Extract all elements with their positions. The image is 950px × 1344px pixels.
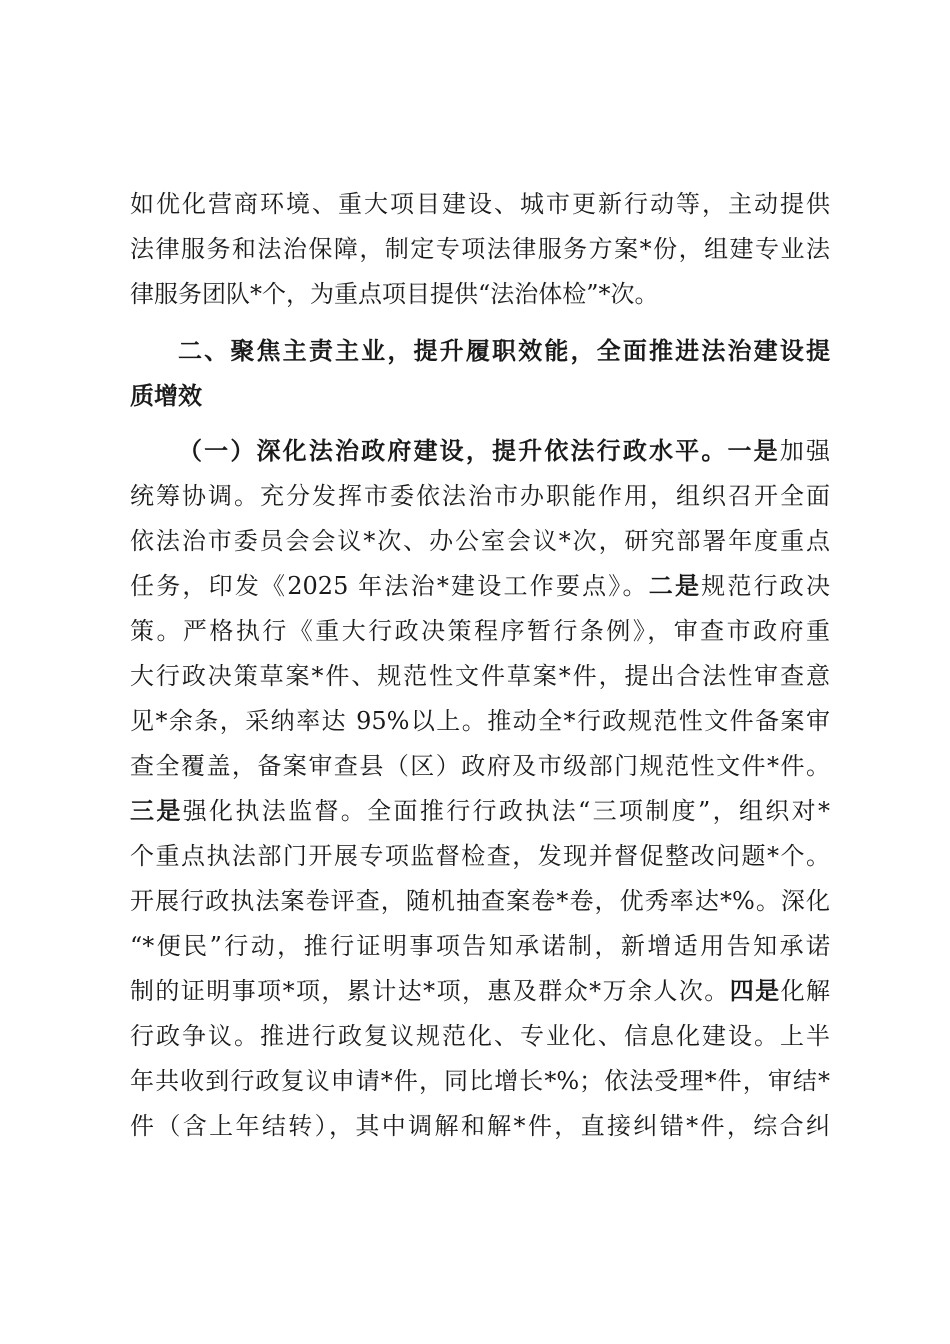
point-marker: 一是 bbox=[727, 436, 780, 465]
paragraph-line: 统筹协调。充分发挥市委依法治市办职能作用，组织召开全面 bbox=[130, 482, 830, 510]
paragraph-line bbox=[130, 566, 830, 606]
subsection-heading: （一）深化法治政府建设，提升依法行政水平。 bbox=[178, 436, 728, 465]
paragraph-line: 策。严格执行《重大行政决策程序暂行条例》，审查市政府重 bbox=[130, 617, 830, 645]
paragraph-line: “*便民”行动，推行证明事项告知承诺制，新增适用告知承诺 bbox=[130, 932, 830, 960]
paragraph-line: 年共收到行政复议申请*件，同比增长*%；依法受理*件，审结* bbox=[130, 1067, 830, 1095]
paragraph-line bbox=[130, 431, 830, 471]
paragraph-line: 大行政决策草案*件、规范性文件草案*件，提出合法性审查意 bbox=[130, 662, 830, 690]
paragraph-line: 个重点执法部门开展专项监督检查，发现并督促整改问题*个。 bbox=[130, 842, 830, 870]
paragraph-line: 开展行政执法案卷评查，随机抽查案卷*卷，优秀率达*%。深化 bbox=[130, 887, 830, 915]
paragraph-line: 法律服务和法治保障，制定专项法律服务方案*份，组建专业法 bbox=[130, 235, 830, 263]
paragraph-line bbox=[130, 791, 830, 831]
paragraph-line: 律服务团队*个，为重点项目提供“法治体检”*次。 bbox=[130, 280, 659, 308]
section-heading: 质增效 bbox=[130, 381, 202, 410]
point-marker: 三是 bbox=[130, 796, 183, 825]
text-run: 强化执法监督。全面推行行政执法“三项制度”，组织对* bbox=[182, 797, 830, 825]
paragraph-line: 见*余条，采纳率达 95%以上。推动全*行政规范性文件备案审 bbox=[130, 707, 830, 735]
text-run: 规范行政决 bbox=[701, 572, 831, 600]
text-run: 化解 bbox=[780, 977, 831, 1005]
paragraph-line: 行政争议。推进行政复议规范化、专业化、信息化建设。上半 bbox=[130, 1022, 830, 1050]
section-heading: 二、聚焦主责主业，提升履职效能，全面推进法治建设提 bbox=[178, 336, 830, 365]
text-run: 加强 bbox=[779, 437, 831, 465]
text-run: 制的证明事项*项，累计达*项，惠及群众*万余人次。 bbox=[130, 977, 730, 1005]
point-marker: 二是 bbox=[648, 571, 702, 600]
paragraph-line: 件（含上年结转），其中调解和解*件，直接纠错*件，综合纠 bbox=[130, 1112, 830, 1140]
paragraph-line: 查全覆盖，备案审查县（区）政府及市级部门规范性文件*件。 bbox=[130, 752, 830, 780]
text-run: 任务，印发《2025 年法治*建设工作要点》。 bbox=[130, 572, 649, 600]
paragraph-line: 如优化营商环境、重大项目建设、城市更新行动等，主动提供 bbox=[130, 190, 830, 218]
point-marker: 四是 bbox=[729, 976, 781, 1005]
paragraph-line: 依法治市委员会会议*次、办公室会议*次，研究部署年度重点 bbox=[130, 527, 830, 555]
paragraph-line bbox=[130, 971, 830, 1011]
